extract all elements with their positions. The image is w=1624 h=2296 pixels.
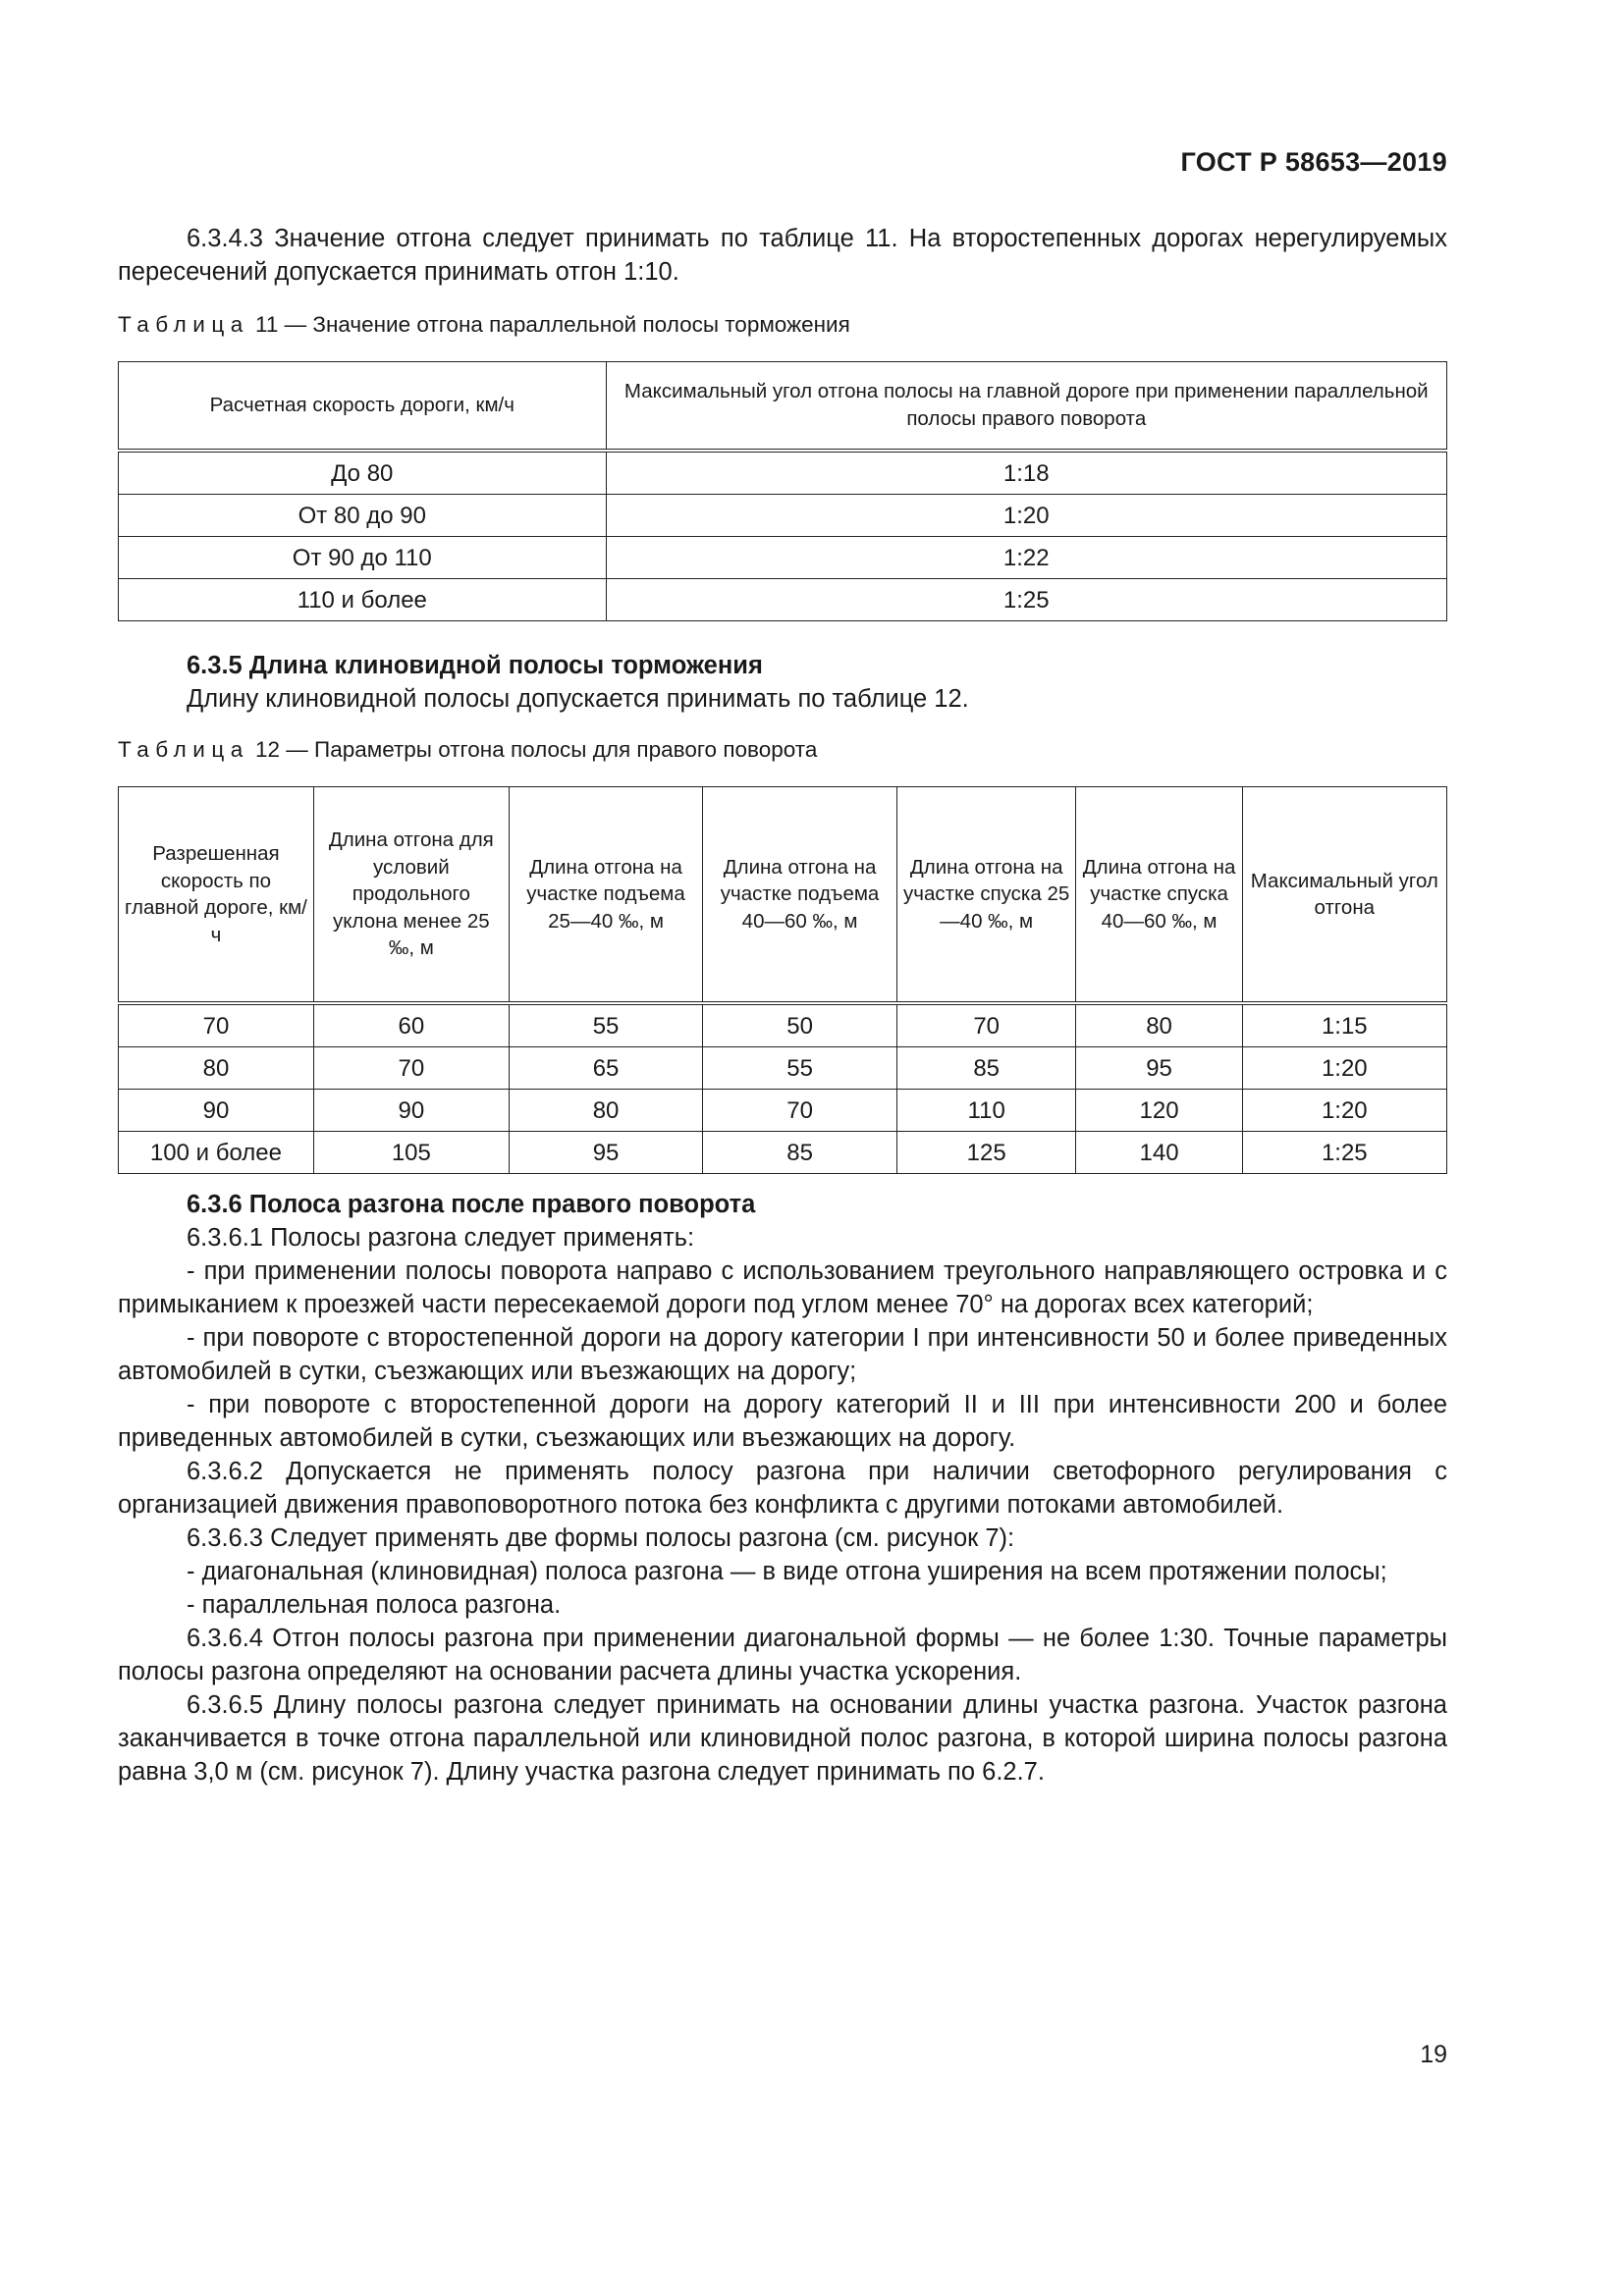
bullet-item: - параллельная полоса разгона. bbox=[187, 1591, 562, 1619]
table-cell: 70 bbox=[119, 1003, 314, 1047]
table-11-caption bbox=[118, 310, 1447, 340]
table-cell: 55 bbox=[509, 1003, 703, 1047]
document-code: ГОСТ Р 58653—2019 bbox=[1180, 147, 1447, 177]
paragraph-6-3-6-2: 6.3.6.2 Допускается не применять полосу разгона при наличии светофорного регулирования с организацией движения правоповоротного потока без конфликта с другими потоками автомобилей. bbox=[118, 1458, 1447, 1519]
paragraph-6-3-6-1: 6.3.6.1 Полосы разгона следует применять: bbox=[187, 1224, 695, 1252]
table-12-caption-text: 12 — Параметры отгона полосы для правого поворота bbox=[255, 737, 818, 762]
table-cell: 70 bbox=[313, 1047, 509, 1090]
bullet-item: - при применении полосы поворота направо с использованием треугольного направляющего островка и с примыканием к проезжей части пересекаемой дороги под углом менее 70° на дорогах всех категорий; bbox=[118, 1257, 1447, 1318]
table-cell: 1:25 bbox=[1242, 1132, 1446, 1174]
table-cell: 120 bbox=[1076, 1090, 1242, 1132]
table-cell: 105 bbox=[313, 1132, 509, 1174]
table-cell: 110 bbox=[896, 1090, 1076, 1132]
page-number: 19 bbox=[1420, 2041, 1447, 2068]
table-cell: 1:22 bbox=[606, 537, 1446, 579]
table-12-header-slope-under-25: Длина отгона для условий продольного уклона менее 25 ‰, м bbox=[313, 787, 509, 1004]
table-cell: 100 и более bbox=[119, 1132, 314, 1174]
table-cell: До 80 bbox=[119, 451, 607, 495]
table-12-header-descent-25-40: Длина отгона на участке спуска 25—40 ‰, м bbox=[896, 787, 1076, 1004]
table-cell: 80 bbox=[1076, 1003, 1242, 1047]
paragraph-6-3-4-3: 6.3.4.3 Значение отгона следует принимать по таблице 11. На второстепенных дорогах нерегулируемых пересечений допускается принимать отгон 1:10. bbox=[118, 225, 1447, 286]
table-cell: 80 bbox=[509, 1090, 703, 1132]
table-cell: От 80 до 90 bbox=[119, 495, 607, 537]
table-cell: 90 bbox=[313, 1090, 509, 1132]
table-cell: 70 bbox=[896, 1003, 1076, 1047]
table-12-header-row bbox=[119, 787, 1447, 1004]
table-11-caption-text: 11 — Значение отгона параллельной полосы торможения bbox=[255, 312, 850, 337]
bullet-item: - при повороте с второстепенной дороги на дорогу категорий II и III при интенсивности 200 и более приведенных автомобилей в сутки, съезжающих или въезжающих на дорогу. bbox=[118, 1391, 1447, 1452]
table-cell: 125 bbox=[896, 1132, 1076, 1174]
table-cell: 65 bbox=[509, 1047, 703, 1090]
table-12-caption-label: Таблица bbox=[118, 737, 249, 762]
table-row bbox=[119, 1090, 1447, 1132]
table-cell: 1:15 bbox=[1242, 1003, 1446, 1047]
table-cell: 85 bbox=[896, 1047, 1076, 1090]
section-6-3-6-heading: 6.3.6 Полоса разгона после правого поворота bbox=[187, 1191, 756, 1218]
table-row bbox=[119, 1132, 1447, 1174]
table-11-header-row bbox=[119, 362, 1447, 452]
table-12-header-max-angle: Максимальный угол отгона bbox=[1242, 787, 1446, 1004]
table-12-caption bbox=[118, 735, 1447, 765]
table-cell: 140 bbox=[1076, 1132, 1242, 1174]
table-cell: 1:20 bbox=[1242, 1090, 1446, 1132]
table-12-header-ascent-25-40: Длина отгона на участке подъема 25—40 ‰, м bbox=[509, 787, 703, 1004]
section-6-3-5-text: Длину клиновидной полосы допускается принимать по таблице 12. bbox=[187, 685, 969, 713]
table-row bbox=[119, 537, 1447, 579]
table-cell: 1:25 bbox=[606, 579, 1446, 621]
table-12-header-descent-40-60: Длина отгона на участке спуска 40—60 ‰, м bbox=[1076, 787, 1242, 1004]
table-cell: 70 bbox=[703, 1090, 897, 1132]
table-cell: 60 bbox=[313, 1003, 509, 1047]
table-11-caption-label: Таблица bbox=[118, 312, 249, 337]
table-cell: 90 bbox=[119, 1090, 314, 1132]
table-11-header-speed: Расчетная скорость дороги, км/ч bbox=[119, 362, 607, 452]
table-cell: 55 bbox=[703, 1047, 897, 1090]
table-cell: 1:20 bbox=[1242, 1047, 1446, 1090]
section-6-3-5-heading: 6.3.5 Длина клиновидной полосы торможения bbox=[187, 652, 763, 679]
table-12-header-ascent-40-60: Длина отгона на участке подъема 40—60 ‰, м bbox=[703, 787, 897, 1004]
table-cell: От 90 до 110 bbox=[119, 537, 607, 579]
paragraph-6-3-6-5: 6.3.6.5 Длину полосы разгона следует принимать на основании длины участка разгона. Участок разгона заканчивается в точке отгона параллельной или клиновидной полос разгона, в которой ширина полосы разгона равна 3,0 м (см. рисунок 7). Длину участка разгона следует принимать по 6.2.7. bbox=[118, 1691, 1447, 1786]
bullet-item: - при повороте с второстепенной дороги на дорогу категории I при интенсивности 50 и более приведенных автомобилей в сутки, съезжающих или въезжающих на дорогу; bbox=[118, 1324, 1447, 1385]
bullet-item: - диагональная (клиновидная) полоса разгона — в виде отгона уширения на всем протяжении полосы; bbox=[187, 1558, 1387, 1585]
table-row bbox=[119, 451, 1447, 495]
table-11-header-angle: Максимальный угол отгона полосы на главной дороге при применении параллельной полосы правого поворота bbox=[606, 362, 1446, 452]
table-cell: 80 bbox=[119, 1047, 314, 1090]
table-11 bbox=[118, 361, 1447, 621]
table-cell: 1:18 bbox=[606, 451, 1446, 495]
table-cell: 110 и более bbox=[119, 579, 607, 621]
table-cell: 50 bbox=[703, 1003, 897, 1047]
table-cell: 1:20 bbox=[606, 495, 1446, 537]
page-content bbox=[118, 222, 1447, 1789]
paragraph-6-3-6-3: 6.3.6.3 Следует применять две формы полосы разгона (см. рисунок 7): bbox=[187, 1524, 1015, 1552]
table-12 bbox=[118, 786, 1447, 1174]
table-row bbox=[119, 579, 1447, 621]
table-row bbox=[119, 495, 1447, 537]
table-cell: 95 bbox=[509, 1132, 703, 1174]
table-row bbox=[119, 1003, 1447, 1047]
table-12-header-speed: Разрешенная скорость по главной дороге, км/ч bbox=[119, 787, 314, 1004]
table-cell: 85 bbox=[703, 1132, 897, 1174]
paragraph-6-3-6-4: 6.3.6.4 Отгон полосы разгона при применении диагональной формы — не более 1:30. Точные параметры полосы разгона определяют на основании расчета длины участка ускорения. bbox=[118, 1625, 1447, 1685]
table-row bbox=[119, 1047, 1447, 1090]
table-cell: 95 bbox=[1076, 1047, 1242, 1090]
